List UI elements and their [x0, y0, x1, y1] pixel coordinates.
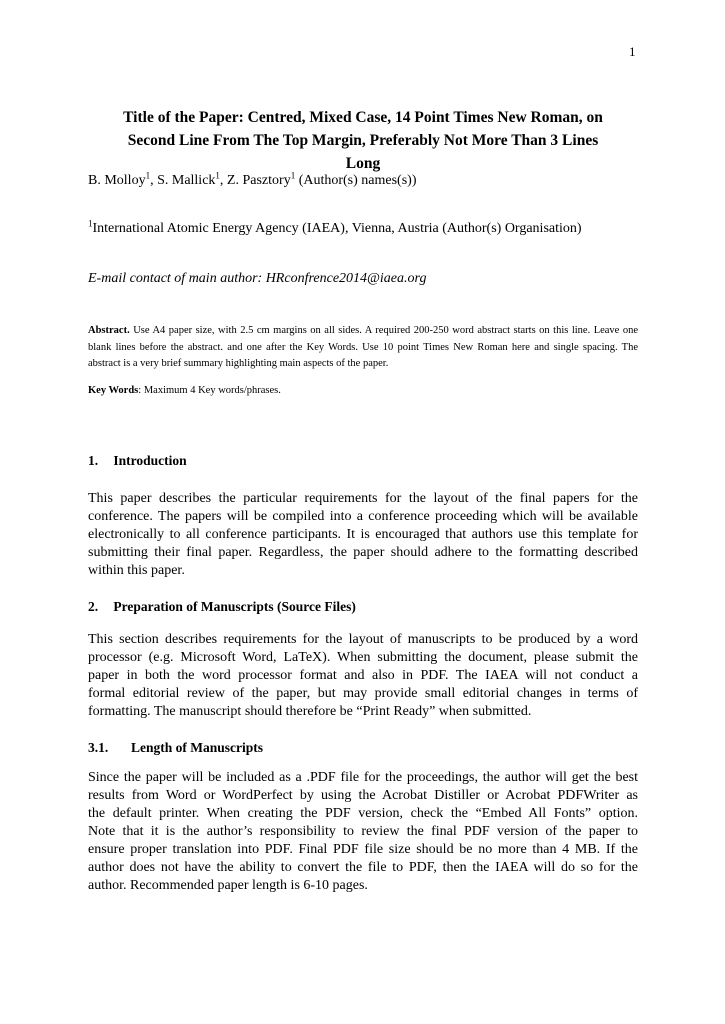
title-line-3: Long [345, 155, 381, 172]
paragraph-line: paper in both the word processor format and also in PDF. The IAEA will not conduct a [88, 668, 638, 683]
section-paragraph [88, 631, 638, 721]
title-line-2: Second Line From The Top Margin, Preferably Not More Than 3 Lines [127, 132, 599, 149]
page-number: 1 [629, 44, 636, 59]
keywords-text: : Maximum 4 Key words/phrases. [138, 385, 281, 396]
paragraph-line: author does not have the ability to convert the file to PDF, then the IAEA will do so for the [88, 860, 638, 875]
section-number: 2. [88, 599, 99, 614]
paragraph-line: Note that it is the author’s responsibility to review the final PDF version of the paper to [88, 824, 638, 839]
paragraph-line: author. Recommended paper length is 6-10 pages. [88, 878, 368, 893]
author-list [88, 171, 416, 191]
abstract-label: Abstract. [88, 325, 130, 336]
affiliation-marker: 1 [290, 170, 296, 181]
paragraph-line: results from Word or WordPerfect by using the Acrobat Distiller or Acrobat PDFWriter as [88, 788, 638, 803]
paragraph-line: Since the paper will be included as a .PDF file for the proceedings, the author will get the best [88, 770, 638, 785]
section-heading [88, 452, 187, 470]
paragraph-line: submitting their final paper. Regardless, the paper should adhere to the formatting described [88, 545, 638, 560]
paper-title [88, 106, 638, 175]
section-title: Length of Manuscripts [131, 740, 264, 755]
section-number: 1. [88, 453, 99, 468]
authors-suffix: (Author(s) names(s)) [295, 173, 417, 188]
paragraph-line: This paper describes the particular requirements for the layout of the final papers for the [88, 491, 638, 506]
section-heading [88, 598, 356, 616]
author-name: , S. Mallick [150, 173, 216, 188]
affiliation-marker: 1 [215, 170, 220, 181]
paragraph-line: formatting. The manuscript should therefore be “Print Ready” when submitted. [88, 704, 532, 719]
contact-email: E-mail contact of main author: HRconfrence2014@iaea.org [88, 271, 427, 286]
affiliation [88, 219, 582, 239]
affiliation-marker: 1 [88, 218, 93, 229]
keywords-label: Key Words [88, 385, 139, 396]
paragraph-line: ensure proper translation into PDF. Final PDF file size should be no more than 4 MB. If the [88, 842, 638, 857]
title-line-1: Title of the Paper: Centred, Mixed Case, 14 Point Times New Roman, on [123, 109, 603, 126]
section-paragraph [88, 769, 638, 895]
section-number: 3.1. [88, 740, 109, 755]
paragraph-line: the default printer. When creating the PDF version, check the “Embed All Fonts” option. [88, 806, 638, 821]
keywords [88, 383, 281, 400]
paragraph-line: conference. The papers will be compiled into a conference proceeding which will be available [88, 509, 638, 524]
section-title: Introduction [113, 453, 187, 468]
author-name: , Z. Pasztory [219, 173, 291, 188]
paragraph-line: within this paper. [88, 563, 185, 578]
paragraph-line: formal editorial review of the paper, but may provide small editorial changes in terms of [88, 686, 638, 701]
section-title: Preparation of Manuscripts (Source Files) [113, 599, 356, 614]
paragraph-line: This section describes requirements for the layout of manuscripts to be produced by a word [88, 632, 638, 647]
abstract [88, 323, 638, 373]
author-name: B. Molloy [88, 173, 146, 188]
paragraph-line: electronically to all conference participants. It is encouraged that authors use this template for [88, 527, 638, 542]
abstract-text: Use A4 paper size, with 2.5 cm margins on all sides. A required 200-250 word abstract starts on this line. Leave one blank lines before the abstract. and one after the Key Words. Use 10 point Times New Roman here and single spacing. The abstract is a very brief summary highlighting main aspects of the paper. [88, 325, 638, 369]
affiliation-text: International Atomic Energy Agency (IAEA), Vienna, Austria (Author(s) Organisation) [92, 221, 582, 236]
affiliation-marker: 1 [145, 170, 151, 181]
subsection-heading [88, 739, 263, 757]
paragraph-line: processor (e.g. Microsoft Word, LaTeX). When submitting the document, please submit the [88, 650, 638, 665]
section-paragraph [88, 490, 638, 580]
